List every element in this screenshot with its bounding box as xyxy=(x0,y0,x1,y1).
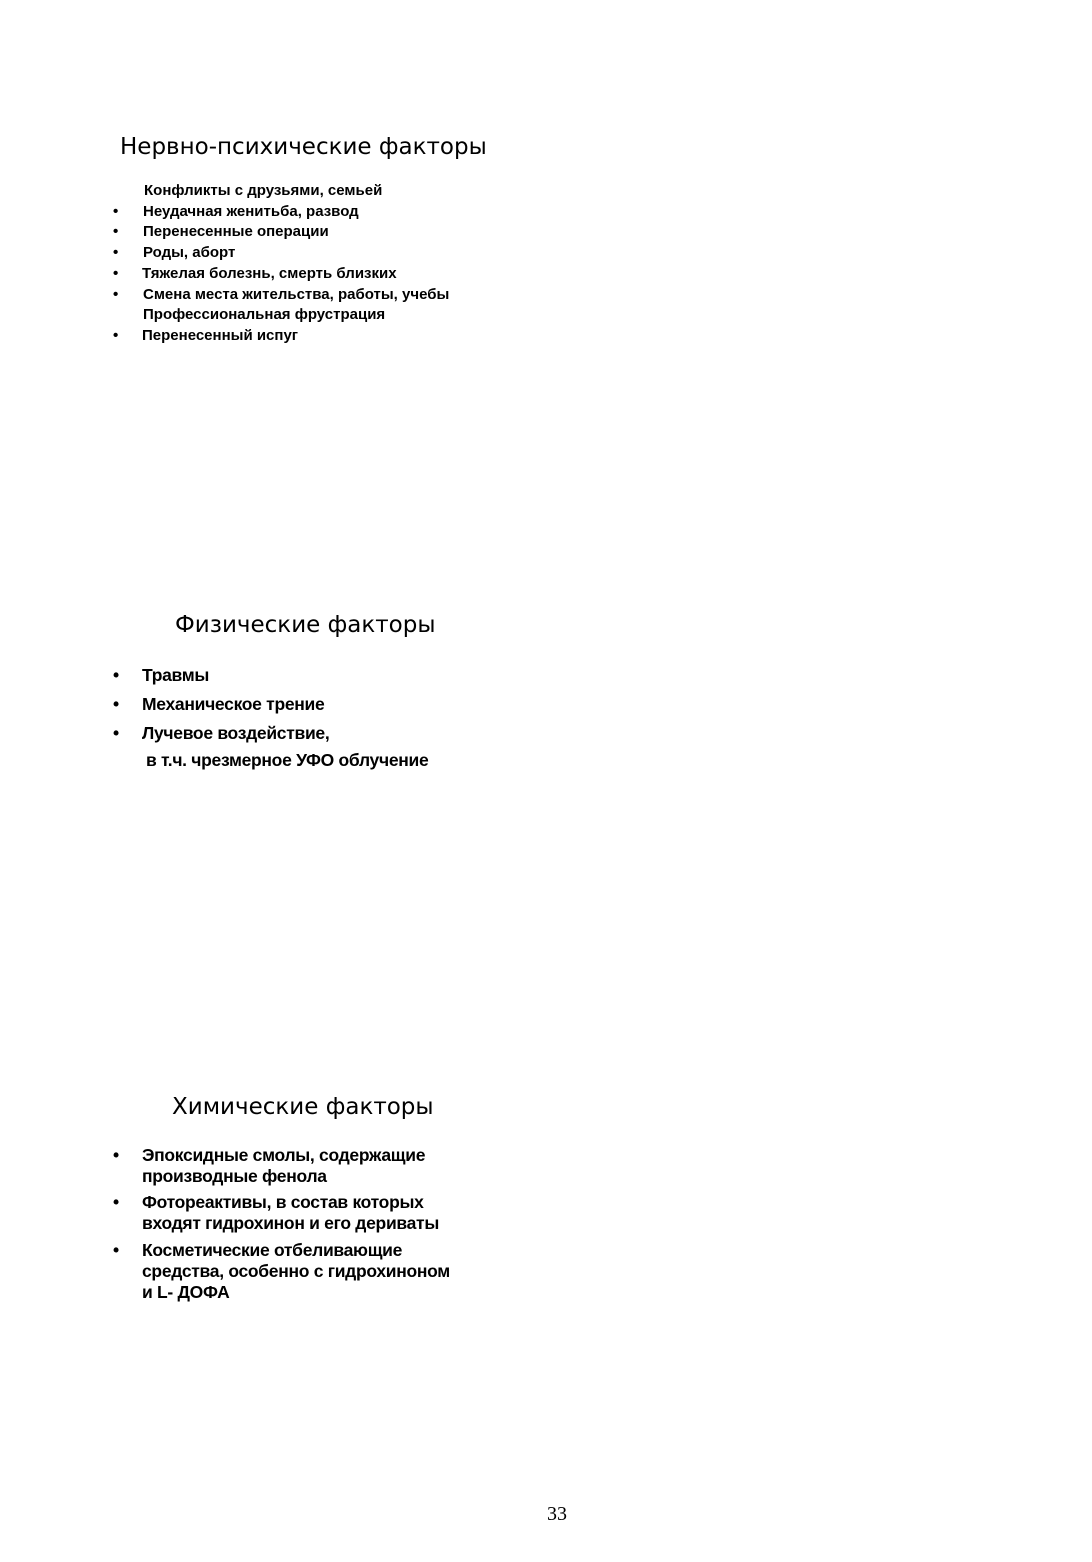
list-item-text: Косметические отбеливающие xyxy=(142,1240,403,1260)
list-item-text: Неудачная женитьба, развод xyxy=(143,203,359,220)
list-item-text: Перенесенный испуг xyxy=(142,327,299,344)
list-item-text: Роды, аборт xyxy=(143,244,236,261)
list-item-text: входят гидрохинон и его дериваты xyxy=(142,1213,439,1233)
bullet-icon: • xyxy=(113,265,119,282)
bullet-icon: • xyxy=(113,1240,119,1260)
list-item-text: в т.ч. чрезмерное УФО облучение xyxy=(146,750,429,770)
list-item-text: средства, особенно с гидрохиноном xyxy=(142,1261,450,1281)
list-item-text: Смена места жительства, работы, учебы xyxy=(143,286,450,303)
list-item-text: и L- ДОФА xyxy=(142,1282,230,1302)
bullet-icon: • xyxy=(113,286,119,303)
bullet-icon: • xyxy=(113,723,119,743)
bullet-icon: • xyxy=(113,244,119,261)
section-heading-physical: Физические факторы xyxy=(175,612,436,638)
list-item-text: Фотореактивы, в состав которых xyxy=(142,1192,424,1212)
list-item-text: Профессиональная фрустрация xyxy=(143,306,386,323)
list-item-text: Травмы xyxy=(142,665,210,685)
bullet-icon: • xyxy=(113,327,119,344)
bullet-icon: • xyxy=(113,1192,119,1212)
bullet-icon: • xyxy=(113,1145,119,1165)
list-item-text: Тяжелая болезнь, смерть близких xyxy=(142,265,397,282)
section-heading-chemical: Химические факторы xyxy=(172,1094,434,1120)
list-item-text: производные фенола xyxy=(142,1166,327,1186)
list-item-text: Перенесенные операции xyxy=(143,223,329,240)
bullet-icon: • xyxy=(113,694,119,714)
list-item-text: Механическое трение xyxy=(142,694,325,714)
list-item-text: Эпоксидные смолы, содержащие xyxy=(142,1145,426,1165)
section-heading-nervous: Нервно-психические факторы xyxy=(120,134,487,160)
bullet-icon: • xyxy=(113,203,119,220)
bullet-icon: • xyxy=(113,665,119,685)
list-item-text: Лучевое воздействие, xyxy=(142,723,330,743)
page-number: 33 xyxy=(547,1503,567,1525)
list-item-text: Конфликты с друзьями, семьей xyxy=(144,182,383,199)
bullet-icon: • xyxy=(113,223,119,240)
